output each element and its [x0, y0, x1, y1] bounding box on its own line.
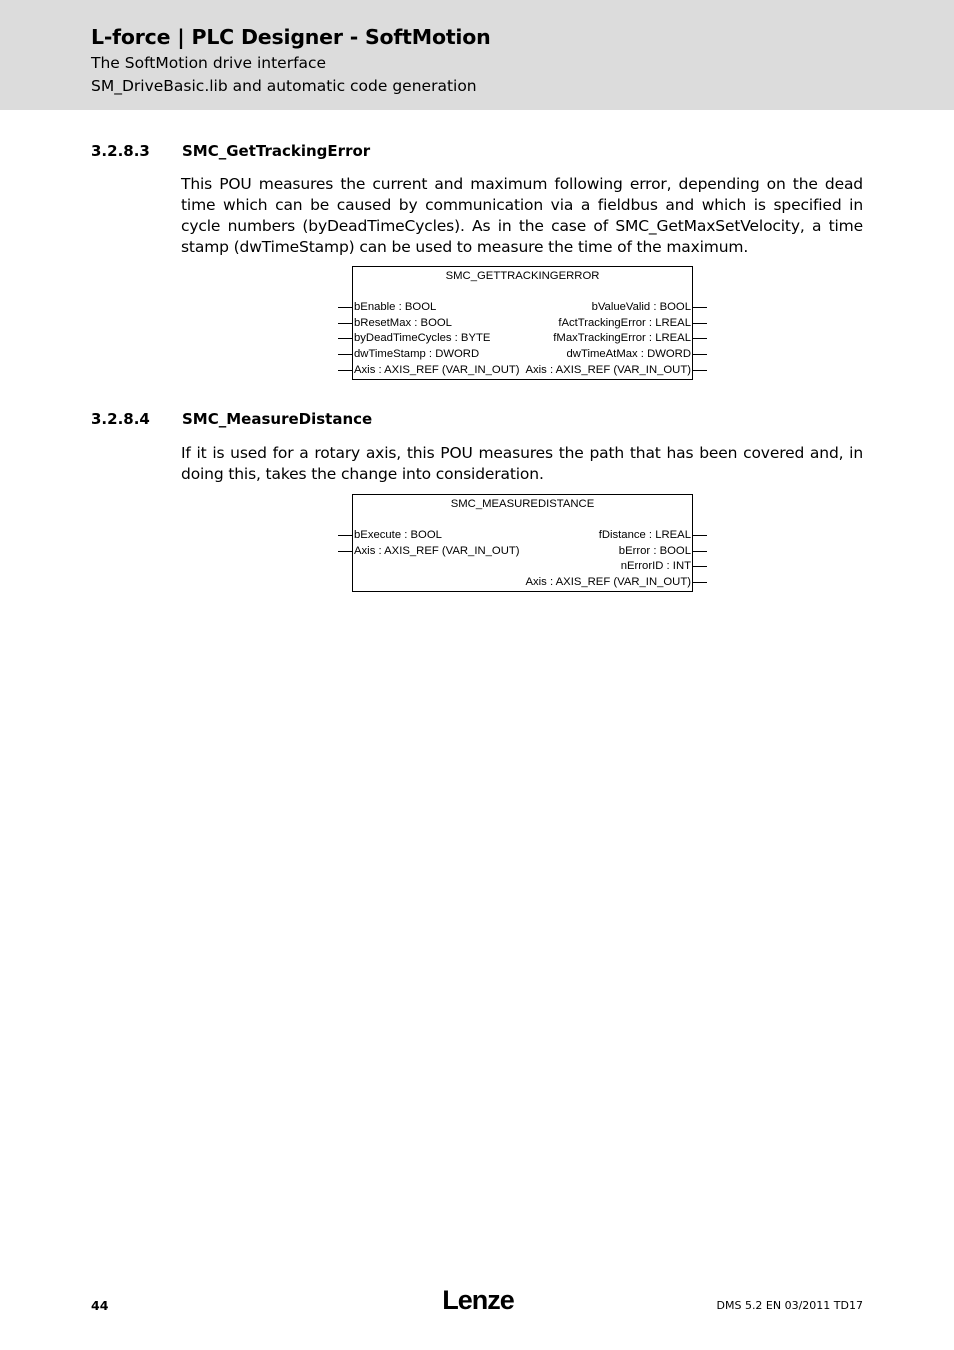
- output-port: Axis : AXIS_REF (VAR_IN_OUT): [525, 576, 691, 588]
- input-port: Axis : AXIS_REF (VAR_IN_OUT): [354, 545, 520, 557]
- section-heading: SMC_MeasureDistance: [182, 410, 373, 428]
- output-pin: [692, 582, 707, 583]
- section-title: SM_DriveBasic.lib and automatic code generation: [91, 77, 477, 95]
- output-pin: [692, 307, 707, 308]
- document-reference: DMS 5.2 EN 03/2011 TD17: [716, 1299, 863, 1312]
- output-pin: [692, 354, 707, 355]
- function-block-diagram: [352, 494, 693, 592]
- input-pin: [338, 354, 353, 355]
- input-port: Axis : AXIS_REF (VAR_IN_OUT): [354, 364, 520, 376]
- input-pin: [338, 370, 353, 371]
- input-pin: [338, 307, 353, 308]
- output-port: bValueValid : BOOL: [591, 301, 691, 313]
- chapter-title: The SoftMotion drive interface: [91, 54, 327, 72]
- page-number: 44: [91, 1298, 109, 1313]
- section-paragraph: This POU measures the current and maximum following error, depending on the dead time which can be caused by communication via a fieldbus and which is specified in cycle numbers (byDeadTimeCycles). As in the case of SMC_GetMaxSetVelocity, a time stamp (dwTimeStamp) can be used to measure the time of the maximum.: [181, 175, 863, 256]
- input-port: byDeadTimeCycles : BYTE: [354, 332, 491, 344]
- section-number: 3.2.8.3: [91, 142, 150, 160]
- input-pin: [338, 323, 353, 324]
- output-pin: [692, 535, 707, 536]
- logo-text: Lenze: [442, 1285, 514, 1315]
- section-heading: SMC_GetTrackingError: [182, 142, 371, 160]
- input-port: bEnable : BOOL: [354, 301, 437, 313]
- output-port: fDistance : LREAL: [598, 529, 691, 541]
- section-number: 3.2.8.4: [91, 410, 150, 428]
- function-block-name: SMC_GETTRACKINGERROR: [445, 270, 600, 282]
- input-pin: [338, 535, 353, 536]
- input-port: dwTimeStamp : DWORD: [354, 348, 480, 360]
- output-pin: [692, 338, 707, 339]
- page-header: [0, 0, 954, 110]
- input-pin: [338, 338, 353, 339]
- output-pin: [692, 323, 707, 324]
- section-paragraph: If it is used for a rotary axis, this POU measures the path that has been covered and, in doing this, takes the change into consideration.: [181, 444, 863, 483]
- output-port: fMaxTrackingError : LREAL: [553, 332, 691, 344]
- output-pin: [692, 566, 707, 567]
- output-pin: [692, 551, 707, 552]
- output-port: bError : BOOL: [618, 545, 691, 557]
- input-port: bResetMax : BOOL: [354, 317, 452, 329]
- output-pin: [692, 370, 707, 371]
- input-port: bExecute : BOOL: [354, 529, 442, 541]
- output-port: Axis : AXIS_REF (VAR_IN_OUT): [525, 364, 691, 376]
- function-block-diagram: [352, 266, 693, 380]
- input-pin: [338, 551, 353, 552]
- output-port: fActTrackingError : LREAL: [558, 317, 691, 329]
- output-port: dwTimeAtMax : DWORD: [566, 348, 691, 360]
- document-title: L-force | PLC Designer - SoftMotion: [91, 25, 491, 49]
- output-port: nErrorID : INT: [620, 560, 691, 572]
- function-block-name: SMC_MEASUREDISTANCE: [450, 498, 595, 510]
- lenze-logo: [438, 1283, 518, 1317]
